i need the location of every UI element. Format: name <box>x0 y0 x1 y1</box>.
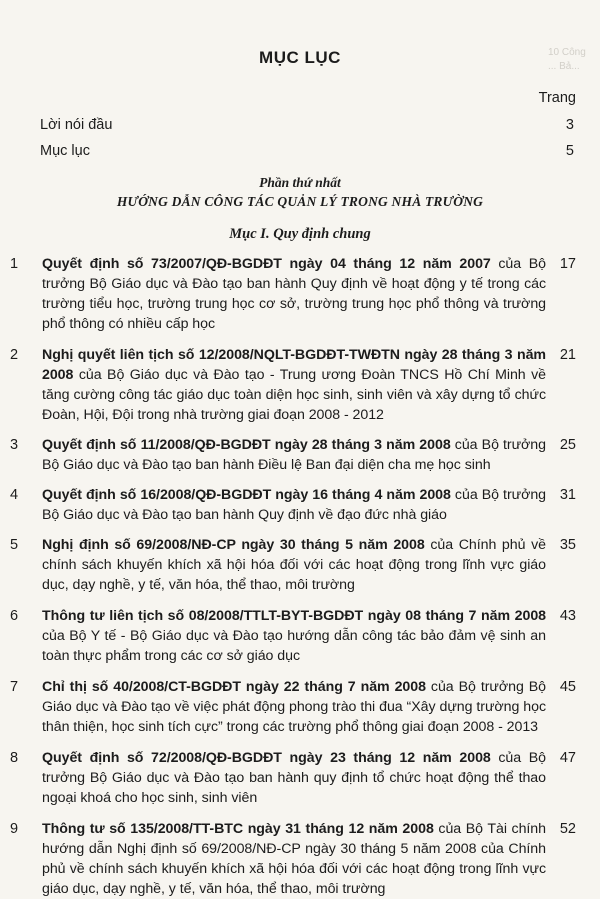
entry-title: Chỉ thị số 40/2008/CT-BGDĐT ngày 22 tháng 7 năm 2008 <box>42 679 426 695</box>
entry-description: của Bộ trưởng Bộ Giáo dục và Đào tạo ban hành quy định tổ chức hoạt động thể thao ngoại khoá cho học sinh, sinh viên <box>42 750 546 806</box>
entry-description: của Bộ trưởng Bộ Giáo dục và Đào tạo ban hành Quy định về đạo đức nhà giáo <box>42 487 547 523</box>
entry-title: Quyết định số 16/2008/QĐ-BGDĐT ngày 16 tháng 4 năm 2008 <box>42 487 451 503</box>
entry-description: của Bộ trưởng Bộ Giáo dục và Đào tạo ban hành Điều lệ Ban đại diện cha mẹ học sinh <box>42 437 546 473</box>
entry-text <box>42 535 546 595</box>
front-matter-page: 5 <box>565 143 574 159</box>
entry-page: 43 <box>559 608 576 624</box>
page-title: MỤC LỤC <box>259 48 341 67</box>
entry-text <box>42 677 546 737</box>
entry-title: Quyết định số 73/2007/QĐ-BGDĐT ngày 04 tháng 12 năm 2007 <box>42 256 491 272</box>
entry-page: 17 <box>559 256 576 272</box>
entry-page: 45 <box>559 679 576 695</box>
toc-entry[interactable] <box>0 254 600 334</box>
entry-text <box>42 254 546 334</box>
entry-description: của Chính phủ về chính sách khuyến khích xã hội hóa đối với các hoạt động trong lĩnh vực giáo dục, dạy nghề, y tế, văn hóa, thể thao, môi trường <box>42 537 546 593</box>
entry-description: của Bộ Tài chính hướng dẫn Nghị định số 69/2008/NĐ-CP ngày 30 tháng 5 năm 2008 của Chính phủ về chính sách khuyến khích xã hội hóa đối với các hoạt động trong lĩnh vực giáo dục, dạy nghề, y tế, văn hóa, thể thao, môi trường <box>42 821 546 897</box>
toc-entry[interactable] <box>0 535 600 595</box>
bleed-through-text: 10 Công ... Bả... <box>548 47 586 72</box>
part-label: Phần thứ nhất <box>259 175 341 190</box>
front-matter-label: Mục lục <box>40 143 90 159</box>
front-matter-label: Lời nói đầu <box>40 117 113 133</box>
front-matter-page: 3 <box>565 117 574 133</box>
entry-page: 31 <box>559 487 576 503</box>
entry-title: Thông tư số 135/2008/TT-BTC ngày 31 tháng 12 năm 2008 <box>42 821 434 837</box>
entry-text <box>42 485 546 525</box>
entry-text <box>42 606 546 666</box>
toc-entries <box>0 254 600 899</box>
entry-title: Nghị quyết liên tịch số 12/2008/NQLT-BGDĐT-TWĐTN ngày 28 tháng 3 năm 2008 <box>42 347 546 383</box>
toc-entry[interactable] <box>0 748 600 808</box>
entry-number: 4 <box>10 487 19 503</box>
entry-text <box>42 435 546 475</box>
entry-text <box>42 345 546 425</box>
entry-page: 35 <box>559 537 576 553</box>
entry-title: Quyết định số 11/2008/QĐ-BGDĐT ngày 28 tháng 3 năm 2008 <box>42 437 451 453</box>
toc-entry[interactable] <box>0 677 600 737</box>
entry-description: của Bộ Giáo dục và Đào tạo - Trung ương Đoàn TNCS Hồ Chí Minh về tăng cường công tác giáo dục toàn diện học sinh, sinh viên và xây dựng tổ chức Đoàn, Hội, Đội trong nhà trường giai đoạn 2008 - 2012 <box>42 367 546 423</box>
entry-number: 5 <box>10 537 19 553</box>
section-title: Mục I. Quy định chung <box>229 226 371 242</box>
toc-entry[interactable] <box>0 345 600 425</box>
part-title: HƯỚNG DẪN CÔNG TÁC QUẢN LÝ TRONG NHÀ TRƯỜNG <box>116 194 484 209</box>
entry-page: 52 <box>559 821 576 837</box>
entry-number: 1 <box>10 256 19 272</box>
entry-number: 6 <box>10 608 19 624</box>
entry-number: 2 <box>10 347 19 363</box>
entry-number: 9 <box>10 821 19 837</box>
entry-number: 8 <box>10 750 19 766</box>
entry-description: của Bộ trưởng Bộ Giáo dục và Đào tạo về việc phát động phong trào thi đua “Xây dựng trường học thân thiện, học sinh tích cực” trong các trường phổ thông giai đoạn 2008 - 2013 <box>42 679 546 735</box>
entry-text <box>42 748 546 808</box>
entry-description: của Bộ trưởng Bộ Giáo dục và Đào tạo ban hành Quy định về hoạt động y tế trong các trường tiểu học, trường trung học cơ sở, trường trung học phổ thông và trường phổ thông có nhiều cấp học <box>42 256 546 332</box>
entry-description: của Bộ Y tế - Bộ Giáo dục và Đào tạo hướng dẫn công tác bảo đảm vệ sinh an toàn thực phẩm trong các cơ sở giáo dục <box>42 628 546 664</box>
entry-page: 21 <box>559 347 576 363</box>
toc-entry[interactable] <box>0 819 600 899</box>
entry-number: 3 <box>10 437 19 453</box>
entry-title: Nghị định số 69/2008/NĐ-CP ngày 30 tháng 5 năm 2008 <box>42 537 425 553</box>
entry-title: Quyết định số 72/2008/QĐ-BGDĐT ngày 23 tháng 12 năm 2008 <box>42 750 491 766</box>
entry-text <box>42 819 546 899</box>
entry-number: 7 <box>10 679 19 695</box>
toc-entry[interactable] <box>0 435 600 475</box>
page-column-label: Trang <box>538 90 576 106</box>
entry-title: Thông tư liên tịch số 08/2008/TTLT-BYT-BGDĐT ngày 08 tháng 7 năm 2008 <box>42 608 546 624</box>
entry-page: 47 <box>559 750 576 766</box>
toc-entry[interactable] <box>0 485 600 525</box>
toc-entry[interactable] <box>0 606 600 666</box>
entry-page: 25 <box>559 437 576 453</box>
